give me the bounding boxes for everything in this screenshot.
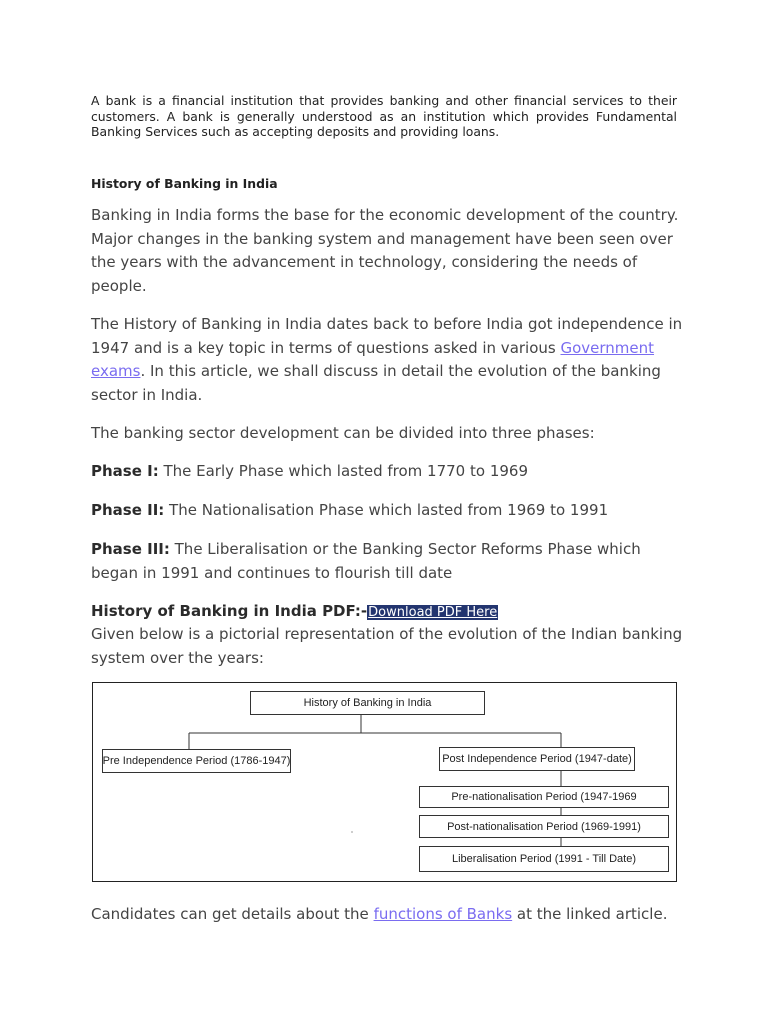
phase-3-label: Phase III:	[91, 540, 170, 558]
phase-2	[91, 499, 683, 523]
paragraph-history-text-1: The History of Banking in India dates back to before India got independence in 1947 and is a key topic in terms of questions asked in various	[91, 315, 683, 357]
intro-paragraph: A bank is a financial institution that provides banking and other financial services to their customers. A bank is generally understood as an institution which provides Fundamental Banking Services such as accepting deposits and providing loans.	[91, 93, 677, 139]
closing-paragraph	[91, 903, 683, 927]
phase-2-label: Phase II:	[91, 501, 165, 519]
phase-1	[91, 460, 683, 484]
closing-text-1: Candidates can get details about the	[91, 905, 374, 923]
paragraph-history	[91, 313, 683, 407]
diagram-post-nationalisation-box: Post-nationalisation Period (1969-1991)	[419, 815, 669, 838]
phase-2-text: The Nationalisation Phase which lasted from 1969 to 1991	[164, 501, 609, 519]
closing-text-2: at the linked article.	[512, 905, 668, 923]
pdf-heading-line	[91, 600, 683, 625]
paragraph-history-text-2: . In this article, we shall discuss in detail the evolution of the banking sector in India.	[91, 362, 661, 404]
diagram-liberalisation-box: Liberalisation Period (1991 - Till Date)	[419, 846, 669, 872]
pdf-heading: History of Banking in India PDF:-	[91, 602, 368, 620]
paragraph-pictorial: Given below is a pictorial representation of the evolution of the Indian banking system over the years:	[91, 625, 683, 667]
diagram-pre-nationalisation-box: Pre-nationalisation Period (1947-1969	[419, 786, 669, 808]
functions-of-banks-link[interactable]: functions of Banks	[373, 905, 513, 923]
diagram-root-box: History of Banking in India	[250, 691, 485, 715]
paragraph-base: Banking in India forms the base for the economic development of the country. Major changes in the banking system and management have been seen over the years with the advancement in technology, considering the needs of people.	[91, 206, 679, 295]
diagram-pre-independence-box: Pre Independence Period (1786-1947)	[102, 749, 291, 773]
diagram-post-independence-box: Post Independence Period (1947-date)	[439, 747, 635, 771]
phase-1-text: The Early Phase which lasted from 1770 to 1969	[158, 462, 528, 480]
phase-3-text: The Liberalisation or the Banking Sector Reforms Phase which began in 1991 and continues to flourish till date	[91, 540, 641, 582]
government-exams-link[interactable]: Government exams	[91, 338, 655, 380]
phase-3	[91, 538, 683, 585]
download-pdf-button[interactable]: Download PDF Here	[368, 605, 498, 620]
stray-dot	[351, 831, 352, 832]
banking-evolution-diagram	[92, 682, 677, 882]
phase-1-label: Phase I:	[91, 462, 159, 480]
paragraph-phases-intro: The banking sector development can be divided into three phases:	[91, 424, 595, 442]
section-heading: History of Banking in India	[91, 176, 278, 191]
